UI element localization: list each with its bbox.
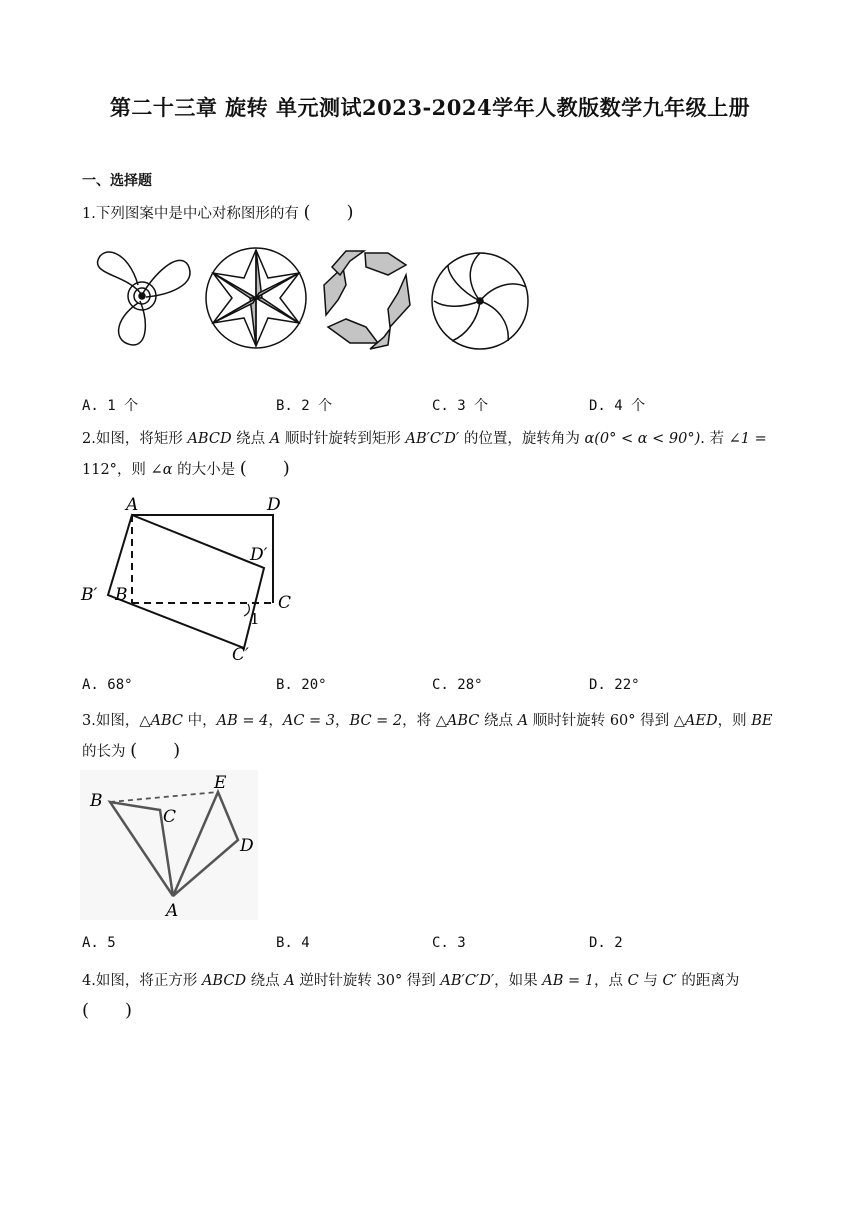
q4-math: C — [627, 973, 639, 989]
q2-option-a[interactable]: A. 68° — [82, 677, 133, 693]
answer-paren: ( ) — [82, 1000, 133, 1021]
q3-option-a[interactable]: A. 5 — [82, 935, 116, 951]
q3-math: △ABC — [435, 713, 480, 729]
q3-text: 中， — [183, 713, 217, 729]
question-2-figure — [78, 490, 298, 665]
label-angle-1: 1 — [250, 610, 260, 628]
q3-text: 3.如图， — [82, 713, 140, 729]
q4-math: AB = 1 — [542, 973, 594, 989]
label-B: B — [90, 791, 103, 811]
q2-text: . 若 — [700, 431, 729, 447]
q3-math: AB = 4 — [216, 713, 269, 729]
label-E: E — [214, 773, 227, 793]
question-3-stem — [82, 706, 782, 767]
q1-option-d[interactable]: D. 4 个 — [589, 398, 646, 414]
q2-math: ∠1 = — [728, 431, 767, 447]
label-C: C — [278, 593, 292, 613]
q2-math: A — [269, 431, 281, 447]
q2-math: 112° — [82, 462, 117, 478]
q3-text: ，则 — [717, 713, 752, 729]
q4-math: ABCD — [201, 973, 247, 989]
section-heading: 一、选择题 — [82, 173, 152, 189]
q3-text: ， — [335, 713, 350, 729]
label-D: D — [267, 495, 281, 515]
q3-text: ，将 — [402, 713, 436, 729]
q2-math: ABCD — [187, 431, 232, 447]
q2-math: ∠α — [150, 462, 173, 478]
question-1-figures — [88, 245, 538, 357]
question-2-stem — [82, 424, 782, 485]
q3-text: 得到 — [635, 713, 674, 729]
q3-math: BC = 2 — [349, 713, 403, 729]
q4-text: 4.如图，将正方形 — [82, 973, 202, 989]
q3-math: 60° — [609, 713, 636, 729]
q4-math: 30° — [376, 973, 403, 989]
hexagon-pinwheel-figure — [324, 251, 410, 349]
q3-option-c[interactable]: C. 3 — [432, 935, 466, 951]
q4-text: 的距离为 — [676, 973, 740, 989]
q4-text: 绕点 — [246, 973, 285, 989]
q2-text: 的大小是 — [172, 462, 236, 478]
propeller-figure — [98, 252, 190, 345]
q2-text: 的位置，旋转角为 — [459, 431, 585, 447]
q2-text: 2.如图，将矩形 — [82, 431, 188, 447]
q4-text: 得到 — [402, 973, 441, 989]
q2-text: ，则 — [116, 462, 151, 478]
q3-text: 顺时针旋转 — [528, 713, 610, 729]
q3-math: A — [517, 713, 529, 729]
q3-math: AC = 3 — [282, 713, 336, 729]
q1-option-a[interactable]: A. 1 个 — [82, 398, 139, 414]
q4-math: C′ — [662, 973, 677, 989]
q3-text: ， — [268, 713, 283, 729]
curved-spoke-circle-figure — [432, 253, 528, 349]
answer-paren: ( ) — [303, 202, 354, 223]
q4-text: 与 — [638, 973, 663, 989]
q4-math: A — [284, 973, 295, 989]
q1-option-c[interactable]: C. 3 个 — [432, 398, 489, 414]
label-A: A — [166, 901, 179, 921]
q3-math: BE — [751, 713, 773, 729]
q3-text: 绕点 — [479, 713, 518, 729]
q3-option-d[interactable]: D. 2 — [589, 935, 623, 951]
label-D: D — [240, 836, 254, 856]
answer-paren: ( ) — [239, 458, 290, 479]
q2-option-c[interactable]: C. 28° — [432, 677, 483, 693]
question-1-text: 1.下列图案中是中心对称图形的有 — [82, 206, 299, 222]
q4-text: ，如果 — [494, 973, 543, 989]
label-B: B — [115, 585, 128, 605]
q1-option-b[interactable]: B. 2 个 — [276, 398, 333, 414]
star-figure — [206, 248, 306, 348]
q4-text: ，点 — [594, 973, 628, 989]
q2-text: 绕点 — [231, 431, 270, 447]
q3-text: 的长为 — [82, 744, 126, 760]
question-4-stem — [82, 966, 782, 1027]
answer-paren: ( ) — [130, 740, 181, 761]
q2-option-d[interactable]: D. 22° — [589, 677, 640, 693]
page-title: 第二十三章 旋转 单元测试2023-2024学年人教版数学九年级上册 — [109, 95, 751, 120]
q2-math: AB′C′D′ — [405, 431, 460, 447]
q2-math: α(0° < α < 90°) — [584, 431, 701, 447]
q4-text: 逆时针旋转 — [294, 973, 377, 989]
label-B-prime: B′ — [81, 585, 98, 605]
question-1-stem — [82, 198, 782, 229]
q2-option-b[interactable]: B. 20° — [276, 677, 327, 693]
q3-math: △AED — [673, 713, 718, 729]
label-A: A — [126, 495, 139, 515]
q3-option-b[interactable]: B. 4 — [276, 935, 310, 951]
q4-math: AB′C′D′ — [440, 973, 495, 989]
label-C: C — [163, 807, 177, 827]
question-3-figure — [80, 770, 260, 922]
q2-text: 顺时针旋转到矩形 — [280, 431, 406, 447]
label-D-prime: D′ — [250, 545, 268, 565]
label-C-prime: C′ — [232, 645, 249, 665]
q3-math: △ABC — [139, 713, 183, 729]
